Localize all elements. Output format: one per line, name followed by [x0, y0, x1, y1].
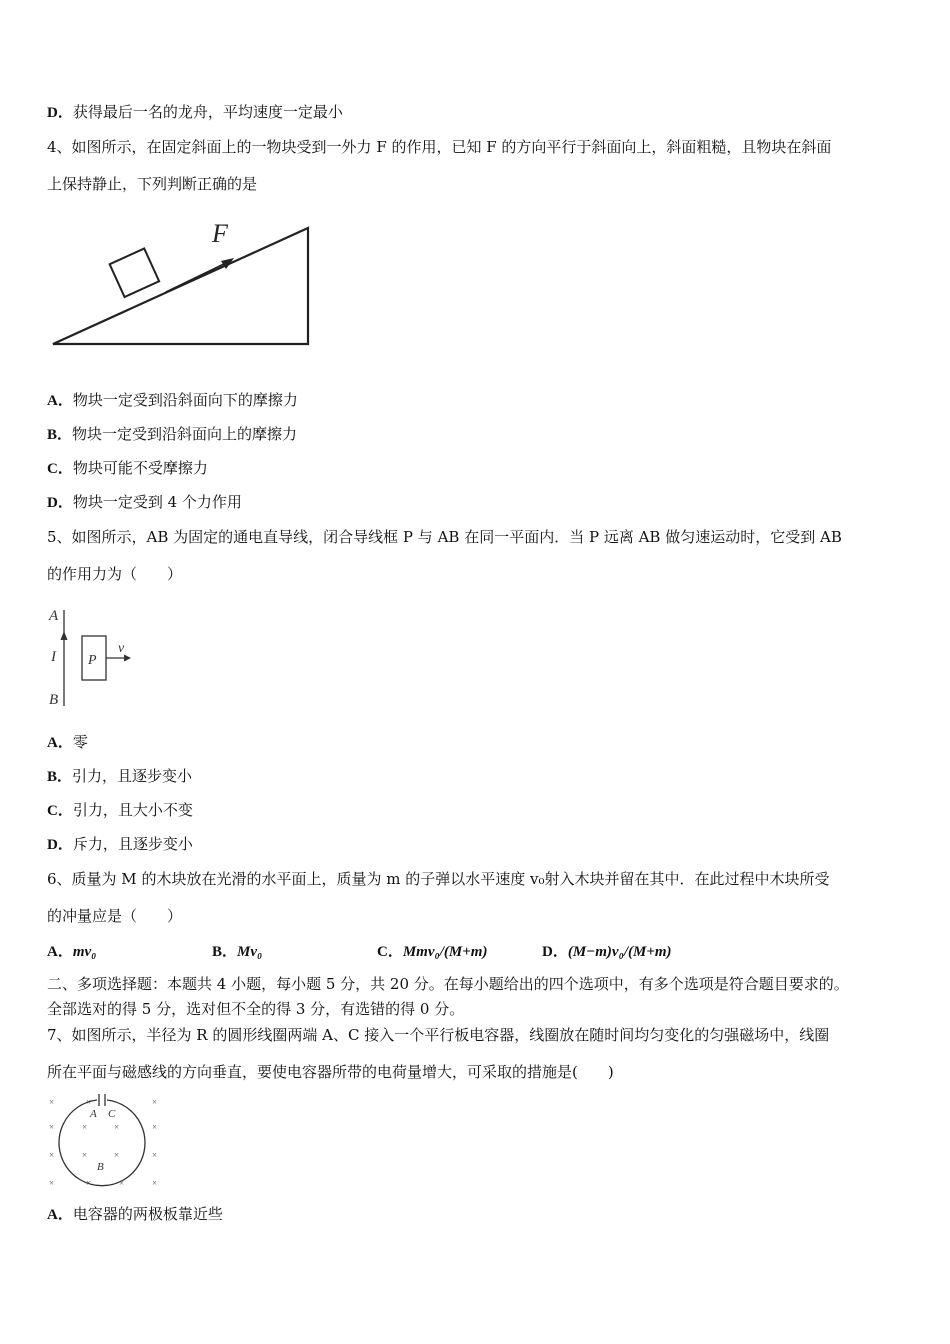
option-text: mv₀: [72, 944, 97, 960]
q5-stem-line2: 的作用力为（ ）: [47, 565, 183, 583]
option-text: Mmv₀/(M+m): [402, 944, 488, 960]
q4-stem-line1: 4、如图所示，在固定斜面上的一物块受到一外力 F 的作用，已知 F 的方向平行于斜面向上，斜面粗糙，且物块在斜面: [47, 138, 832, 156]
q4-option-c: [47, 458, 208, 479]
label-c: C: [108, 1108, 116, 1120]
field-mark: ×: [82, 1150, 88, 1160]
current-arrowhead: [61, 631, 68, 640]
option-label: D．: [47, 105, 73, 121]
option-label: D．: [542, 944, 568, 960]
q4-option-d: [47, 492, 242, 513]
q6-stem-line1: 6、质量为 M 的木块放在光滑的水平面上，质量为 m 的子弹以水平速度 v₀射入木块并留在其中．在此过程中木块所受: [47, 870, 830, 888]
field-mark: ×: [152, 1178, 158, 1188]
option-text: 电容器的两极板靠近些: [72, 1205, 223, 1223]
q5-stem-line1: 5、如图所示，AB 为固定的通电直导线，闭合导线框 P 与 AB 在同一平面内．当 P 远离 AB 做匀速运动时，它受到 AB: [47, 528, 842, 546]
q6-option-a: [47, 940, 96, 961]
option-text: 引力，且大小不变: [72, 801, 193, 819]
option-text: 斥力，且逐步变小: [72, 835, 193, 853]
q3-option-d: [47, 102, 343, 123]
option-label: B．: [212, 944, 238, 960]
magnetic-field-marks: [49, 1097, 157, 1188]
field-mark: ×: [86, 1178, 92, 1188]
label-b: B: [49, 692, 59, 708]
option-text: (M−m)v₀/(M+m): [567, 944, 672, 960]
force-label: F: [212, 219, 228, 248]
field-mark: ×: [49, 1150, 55, 1160]
field-mark: ×: [119, 1178, 125, 1188]
q6-option-d: [542, 940, 672, 961]
field-mark: ×: [152, 1097, 158, 1107]
option-text: 物块一定受到沿斜面向上的摩擦力: [72, 425, 298, 443]
section2-heading-line2: 全部选对的得 5 分，选对但不全的得 3 分，有选错的得 0 分。: [47, 1000, 465, 1018]
force-arrow: [166, 262, 228, 292]
option-label: B．: [47, 427, 73, 443]
option-text: 物块可能不受摩擦力: [72, 459, 208, 477]
option-text: 获得最后一名的龙舟，平均速度一定最小: [72, 103, 343, 121]
q7-stem-line1: 7、如图所示，半径为 R 的圆形线圈两端 A、C 接入一个平行板电容器，线圈放在随时间均匀变化的匀强磁场中，线圈: [47, 1026, 830, 1044]
velocity-arrowhead: [124, 655, 131, 662]
option-label: A．: [47, 393, 73, 409]
q5-option-b: [47, 766, 192, 787]
q5-figure-wire-frame: [44, 602, 154, 714]
field-mark: ×: [49, 1178, 55, 1188]
q7-figure-coil: [44, 1092, 164, 1190]
label-a: A: [49, 608, 59, 624]
label-i: I: [51, 649, 56, 665]
section2-heading-line1: 二、多项选择题：本题共 4 小题，每小题 5 分，共 20 分。在每小题给出的四个选项中，有多个选项是符合题目要求的。: [47, 975, 849, 993]
field-mark: ×: [114, 1122, 120, 1132]
q6-option-c: [377, 940, 487, 961]
label-b: B: [97, 1161, 104, 1173]
option-label: A．: [47, 944, 73, 960]
q5-option-d: [47, 834, 193, 855]
q6-options-row: [0, 940, 950, 960]
option-text: Mv₀: [237, 944, 263, 960]
option-label: D．: [47, 837, 73, 853]
label-a: A: [90, 1108, 97, 1120]
field-mark: ×: [49, 1122, 55, 1132]
field-mark: ×: [82, 1122, 88, 1132]
field-mark: ×: [114, 1150, 120, 1160]
q4-option-a: [47, 390, 298, 411]
option-label: A．: [47, 1207, 73, 1223]
block: [110, 248, 160, 297]
option-text: 物块一定受到沿斜面向下的摩擦力: [72, 391, 298, 409]
option-label: A．: [47, 735, 73, 751]
q4-option-b: [47, 424, 297, 445]
option-label: D．: [47, 495, 73, 511]
q6-stem-line2: 的冲量应是（ ）: [47, 907, 183, 925]
label-p: P: [88, 653, 97, 668]
option-label: C．: [47, 461, 73, 477]
q6-option-b: [212, 940, 262, 961]
field-mark: ×: [152, 1150, 158, 1160]
field-mark: ×: [49, 1097, 55, 1107]
option-label: B．: [47, 769, 73, 785]
q5-option-a: [47, 732, 88, 753]
q4-stem-line2: 上保持静止，下列判断正确的是: [47, 175, 258, 193]
option-label: C．: [377, 944, 403, 960]
option-label: C．: [47, 803, 73, 819]
field-mark: ×: [152, 1122, 158, 1132]
field-mark: ×: [86, 1097, 92, 1107]
q7-option-a: [47, 1204, 223, 1225]
option-text: 零: [72, 733, 88, 751]
incline-triangle: [53, 228, 308, 344]
option-text: 引力，且逐步变小: [72, 767, 193, 785]
q7-stem-line2: 所在平面与磁感线的方向垂直，要使电容器所带的电荷量增大，可采取的措施是( ): [47, 1063, 614, 1081]
option-text: 物块一定受到 4 个力作用: [72, 493, 242, 511]
q5-option-c: [47, 800, 193, 821]
q4-figure-incline: [40, 212, 330, 354]
label-v: v: [118, 641, 125, 656]
